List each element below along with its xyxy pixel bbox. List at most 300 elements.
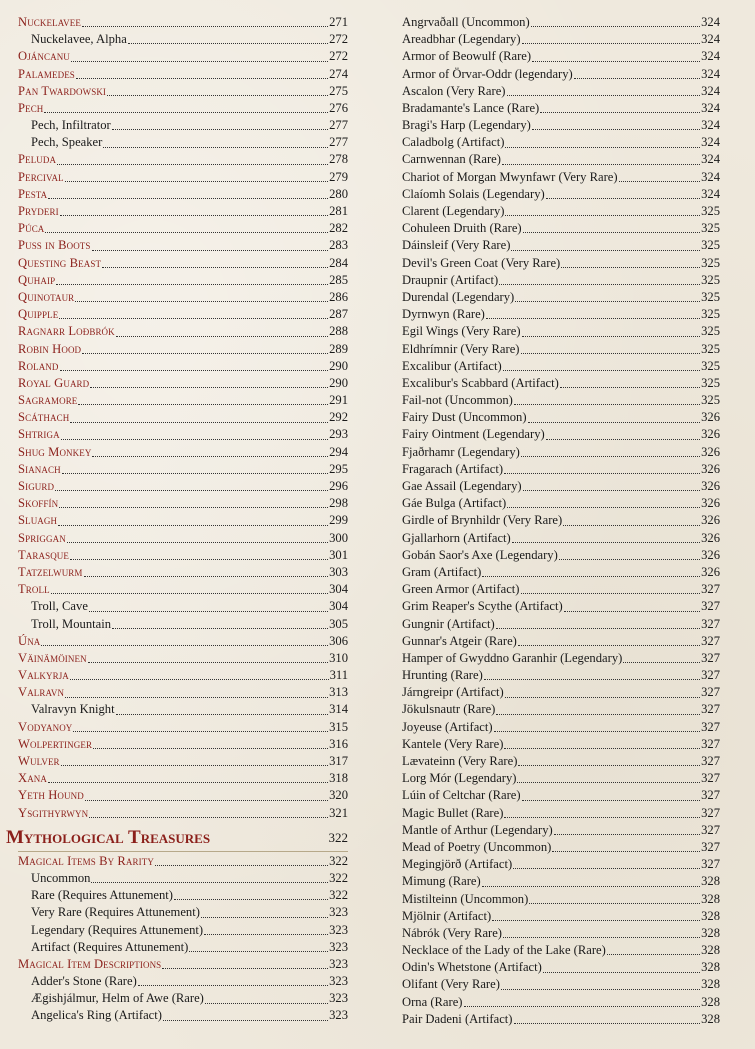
dot-leader [163, 1020, 328, 1021]
toc-entry[interactable] [402, 152, 720, 169]
toc-entry[interactable] [402, 530, 720, 547]
toc-section-entry[interactable] [18, 272, 348, 289]
toc-entry[interactable] [402, 14, 720, 31]
toc-entry[interactable] [402, 117, 720, 134]
toc-section-entry[interactable] [18, 186, 348, 203]
toc-section-entry[interactable] [18, 512, 348, 529]
toc-page-number: 324 [701, 32, 720, 47]
dot-leader [482, 886, 700, 887]
toc-entry-label: Shtriga [18, 427, 60, 442]
toc-entry[interactable] [402, 255, 720, 272]
toc-page-number: 327 [701, 839, 720, 854]
toc-entry-label: Uncommon [31, 870, 91, 885]
dot-leader [504, 473, 700, 474]
toc-page-number: 325 [701, 358, 720, 373]
toc-entry-label: Pech, Infiltrator [31, 118, 111, 133]
toc-entry-label: Olifant (Very Rare) [402, 977, 500, 992]
toc-page-number: 328 [701, 908, 720, 923]
dot-leader [205, 1003, 328, 1004]
dot-leader [546, 198, 700, 199]
toc-page-number: 324 [701, 100, 720, 115]
toc-page-number: 326 [701, 530, 720, 545]
toc-entry[interactable] [402, 994, 720, 1011]
toc-entry[interactable] [402, 839, 720, 856]
toc-page-number: 294 [329, 444, 348, 459]
toc-entry-label: Valravyn Knight [31, 702, 115, 717]
toc-entry[interactable] [402, 616, 720, 633]
dot-leader [529, 903, 700, 904]
toc-entry-label: Troll, Cave [31, 599, 88, 614]
toc-entry-label: Mead of Poetry (Uncommon) [402, 839, 552, 854]
toc-section-entry[interactable] [18, 581, 348, 598]
dot-leader [546, 439, 700, 440]
toc-entry[interactable] [18, 117, 348, 134]
dot-leader [552, 851, 700, 852]
toc-page-number: 326 [701, 461, 720, 476]
toc-section-entry[interactable] [18, 427, 348, 444]
dot-leader [59, 318, 328, 319]
dot-leader [62, 473, 328, 474]
toc-entry[interactable] [18, 134, 348, 151]
toc-entry[interactable] [402, 66, 720, 83]
toc-section-entry[interactable] [18, 237, 348, 254]
toc-entry[interactable] [402, 306, 720, 323]
toc-entry[interactable] [402, 719, 720, 736]
toc-entry-label: Eldhrímnir (Very Rare) [402, 341, 520, 356]
dot-leader [89, 611, 328, 612]
toc-page-number: 325 [701, 307, 720, 322]
toc-section-entry[interactable] [18, 444, 348, 461]
toc-entry[interactable] [402, 169, 720, 186]
toc-page-number: 324 [701, 66, 720, 81]
toc-entry[interactable] [402, 186, 720, 203]
dot-leader [507, 507, 700, 508]
toc-entry[interactable] [402, 358, 720, 375]
toc-page-number: 327 [701, 771, 720, 786]
toc-section-entry[interactable] [18, 478, 348, 495]
dot-leader [563, 525, 700, 526]
toc-entry-label: Necklace of the Lady of the Lake (Rare) [402, 943, 606, 958]
toc-entry-label: Xana [18, 771, 47, 786]
toc-page-number: 327 [701, 616, 720, 631]
toc-section-entry[interactable] [18, 306, 348, 323]
toc-page-number: 279 [329, 169, 348, 184]
dot-leader [496, 714, 700, 715]
toc-entry[interactable] [402, 323, 720, 340]
dot-leader [44, 112, 328, 113]
toc-entry-label: Palamedes [18, 66, 75, 81]
toc-section-entry[interactable] [18, 547, 348, 564]
toc-entry[interactable] [402, 134, 720, 151]
toc-entry[interactable] [402, 959, 720, 976]
toc-page-number: 325 [701, 255, 720, 270]
toc-section-entry[interactable] [18, 14, 348, 31]
toc-section-entry[interactable] [18, 341, 348, 358]
dot-leader [560, 387, 700, 388]
toc-entry-label: Sagramore [18, 393, 78, 408]
toc-page-number: 327 [701, 822, 720, 837]
toc-entry[interactable] [402, 684, 720, 701]
toc-section-entry[interactable] [18, 495, 348, 512]
toc-page-number: 325 [701, 238, 720, 253]
toc-entry-label: Púca [18, 221, 45, 236]
toc-entry[interactable] [18, 702, 348, 719]
toc-page-number: 299 [329, 513, 348, 528]
toc-entry[interactable] [402, 908, 720, 925]
dot-leader [564, 611, 700, 612]
toc-page-number: 328 [701, 943, 720, 958]
toc-entry[interactable] [402, 375, 720, 392]
toc-entry[interactable] [402, 427, 720, 444]
toc-page-number: 323 [329, 939, 348, 954]
toc-section-entry[interactable] [18, 152, 348, 169]
dot-leader [78, 404, 328, 405]
toc-entry-label: Dyrnwyn (Rare) [402, 307, 485, 322]
toc-page-number: 323 [329, 905, 348, 920]
toc-entry-label: Nuckelavee [18, 14, 81, 29]
toc-entry-label: Scáthach [18, 410, 70, 425]
toc-section-entry[interactable] [18, 719, 348, 736]
toc-entry-label: Shug Monkey [18, 444, 92, 459]
toc-entry[interactable] [402, 891, 720, 908]
toc-entry[interactable] [402, 667, 720, 684]
toc-page-number: 304 [329, 599, 348, 614]
dot-leader [496, 628, 700, 629]
toc-page-number: 317 [329, 754, 348, 769]
toc-entry-label: Járngreipr (Artifact) [402, 685, 504, 700]
toc-page-number: 288 [329, 324, 348, 339]
toc-entry[interactable] [402, 341, 720, 358]
toc-page-number: 327 [701, 599, 720, 614]
dot-leader [67, 542, 328, 543]
toc-entry-label: Very Rare (Requires Attunement) [31, 905, 200, 920]
toc-entry-label: Gae Assail (Legendary) [402, 479, 522, 494]
toc-entry[interactable] [402, 409, 720, 426]
toc-entry-label: Legendary (Requires Attunement) [31, 922, 204, 937]
toc-section-entry[interactable] [18, 530, 348, 547]
dot-leader [60, 215, 328, 216]
dot-leader [65, 181, 328, 182]
dot-leader [155, 865, 328, 866]
dot-leader [92, 250, 329, 251]
toc-entry[interactable] [18, 904, 348, 921]
toc-entry[interactable] [18, 973, 348, 990]
toc-entry[interactable] [18, 870, 348, 887]
toc-entry[interactable] [402, 512, 720, 529]
toc-entry[interactable] [402, 633, 720, 650]
toc-entry[interactable] [402, 822, 720, 839]
toc-page-number: 286 [329, 289, 348, 304]
toc-page-number: 282 [329, 221, 348, 236]
dot-leader [499, 284, 700, 285]
toc-entry[interactable] [18, 1008, 348, 1025]
toc-entry-label: Bragi's Harp (Legendary) [402, 118, 531, 133]
toc-section-entry[interactable] [18, 753, 348, 770]
toc-entry-label: Úna [18, 633, 41, 648]
toc-entry[interactable] [402, 237, 720, 254]
toc-entry-label: Quhaip [18, 272, 56, 287]
toc-entry-label: Caladbolg (Artifact) [402, 135, 505, 150]
dot-leader [82, 353, 328, 354]
toc-page-number: 301 [329, 547, 348, 562]
dot-leader [84, 576, 329, 577]
dot-leader [45, 232, 328, 233]
toc-chapter-heading[interactable] [6, 825, 348, 852]
dot-leader [162, 968, 328, 969]
toc-section-entry[interactable] [18, 461, 348, 478]
toc-section-entry[interactable] [18, 853, 348, 870]
toc-section-entry[interactable] [18, 375, 348, 392]
dot-leader [554, 834, 700, 835]
toc-page-number: 289 [329, 341, 348, 356]
dot-leader [61, 765, 328, 766]
toc-section-entry[interactable] [18, 220, 348, 237]
toc-entry[interactable] [18, 616, 348, 633]
toc-page-number: 327 [701, 857, 720, 872]
toc-entry-label: Questing Beast [18, 255, 102, 270]
dot-leader [523, 232, 701, 233]
toc-section-entry[interactable] [18, 805, 348, 822]
toc-entry-label: Fairy Dust (Uncommon) [402, 410, 527, 425]
toc-entry-label: Pryderi [18, 204, 59, 219]
toc-section-entry[interactable] [18, 956, 348, 973]
toc-entry[interactable] [402, 31, 720, 48]
toc-page-number: 327 [701, 736, 720, 751]
toc-entry-label: Magical Item Descriptions [18, 956, 162, 971]
dot-leader [57, 164, 328, 165]
toc-page-number: 328 [701, 960, 720, 975]
dot-leader [484, 679, 700, 680]
dot-leader [513, 868, 700, 869]
dot-leader [73, 731, 328, 732]
toc-page-number: 327 [701, 754, 720, 769]
toc-page-number: 327 [701, 582, 720, 597]
toc-page-number: 276 [329, 100, 348, 115]
toc-entry[interactable] [18, 598, 348, 615]
dot-leader [504, 817, 700, 818]
dot-leader [518, 765, 700, 766]
dot-leader [59, 507, 328, 508]
toc-entry-label: Sianach [18, 461, 61, 476]
toc-section-entry[interactable] [18, 409, 348, 426]
toc-entry-label: Fail-not (Uncommon) [402, 393, 513, 408]
toc-section-entry[interactable] [18, 564, 348, 581]
toc-section-entry[interactable] [18, 392, 348, 409]
toc-entry[interactable] [402, 770, 720, 787]
toc-entry[interactable] [402, 650, 720, 667]
dot-leader [82, 26, 328, 27]
toc-entry[interactable] [402, 581, 720, 598]
dot-leader [505, 215, 700, 216]
toc-entry[interactable] [402, 220, 720, 237]
toc-section-entry[interactable] [18, 358, 348, 375]
toc-entry[interactable] [402, 942, 720, 959]
toc-entry[interactable] [402, 702, 720, 719]
toc-page-number: 322 [328, 829, 348, 845]
toc-entry[interactable] [402, 461, 720, 478]
toc-entry[interactable] [402, 1011, 720, 1028]
dot-leader [561, 267, 700, 268]
toc-entry-label: Megingjörð (Artifact) [402, 857, 513, 872]
toc-section-entry[interactable] [18, 48, 348, 65]
toc-page-number: 327 [701, 668, 720, 683]
toc-entry[interactable] [18, 939, 348, 956]
toc-entry[interactable] [18, 887, 348, 904]
toc-entry[interactable] [402, 873, 720, 890]
dot-leader [528, 422, 701, 423]
toc-page-number: 325 [701, 324, 720, 339]
dot-leader [511, 250, 700, 251]
toc-page-number: 328 [701, 994, 720, 1009]
dot-leader [107, 95, 328, 96]
toc-entry[interactable] [402, 444, 720, 461]
toc-section-entry[interactable] [18, 650, 348, 667]
dot-leader [189, 951, 328, 952]
toc-page-number: 271 [329, 14, 348, 29]
toc-entry[interactable] [402, 564, 720, 581]
toc-page-number: 274 [329, 66, 348, 81]
toc-page-number: 320 [329, 788, 348, 803]
toc-entry-label: Hamper of Gwyddno Garanhir (Legendary) [402, 650, 623, 665]
toc-entry-label: Mjölnir (Artifact) [402, 908, 492, 923]
toc-entry-label: Ojáncanu [18, 49, 70, 64]
dot-leader [56, 284, 328, 285]
toc-entry-label: Artifact (Requires Attunement) [31, 939, 189, 954]
toc-section-entry[interactable] [18, 323, 348, 340]
dot-leader [532, 129, 700, 130]
toc-page-number: 326 [701, 513, 720, 528]
toc-entry[interactable] [402, 478, 720, 495]
toc-section-entry[interactable] [18, 66, 348, 83]
toc-page-number: 283 [329, 238, 348, 253]
dot-leader [201, 917, 328, 918]
toc-entry-label: Gobán Saor's Axe (Legendary) [402, 547, 558, 562]
toc-entry-label: Joyeuse (Artifact) [402, 719, 493, 734]
toc-page-number: 322 [329, 853, 348, 868]
toc-entry[interactable] [402, 736, 720, 753]
toc-page-number: 326 [701, 547, 720, 562]
toc-page-number: 303 [329, 564, 348, 579]
dot-leader [204, 934, 328, 935]
toc-entry-label: Mistilteinn (Uncommon) [402, 891, 529, 906]
toc-entry-label: Spriggan [18, 530, 66, 545]
toc-entry[interactable] [402, 100, 720, 117]
dot-leader [60, 370, 329, 371]
dot-leader [116, 336, 328, 337]
toc-entry-label: Fragarach (Artifact) [402, 461, 504, 476]
toc-section-entry[interactable] [18, 667, 348, 684]
toc-page-number: 327 [701, 685, 720, 700]
toc-entry-label: Mimung (Rare) [402, 874, 481, 889]
dot-leader [514, 1023, 701, 1024]
toc-page-number: 295 [329, 461, 348, 476]
toc-page-number: 326 [701, 479, 720, 494]
dot-leader [70, 422, 328, 423]
toc-entry-label: Angelica's Ring (Artifact) [31, 1008, 162, 1023]
dot-leader [522, 800, 701, 801]
toc-entry[interactable] [402, 805, 720, 822]
toc-page-number: 328 [701, 1011, 720, 1026]
toc-page-number: 325 [701, 341, 720, 356]
dot-leader [532, 61, 700, 62]
toc-section-entry[interactable] [18, 169, 348, 186]
dot-leader [48, 198, 328, 199]
toc-entry[interactable] [402, 392, 720, 409]
toc-entry-label: Gungnir (Artifact) [402, 616, 495, 631]
toc-section-entry[interactable] [18, 100, 348, 117]
toc-page-number: 285 [329, 272, 348, 287]
toc-section-entry[interactable] [18, 289, 348, 306]
dot-leader [494, 731, 701, 732]
dot-leader [507, 95, 701, 96]
toc-entry[interactable] [402, 203, 720, 220]
toc-entry-label: Lorg Mór (Legendary) [402, 771, 517, 786]
toc-entry-label: Areadbhar (Legendary) [402, 32, 521, 47]
toc-entry[interactable] [18, 31, 348, 48]
toc-page-number: 327 [701, 702, 720, 717]
toc-entry[interactable] [18, 990, 348, 1007]
toc-section-entry[interactable] [18, 736, 348, 753]
toc-entry[interactable] [402, 495, 720, 512]
dot-leader [543, 972, 700, 973]
toc-page-number: 327 [701, 633, 720, 648]
toc-section-entry[interactable] [18, 255, 348, 272]
toc-page-number: 324 [701, 169, 720, 184]
toc-entry[interactable] [402, 856, 720, 873]
toc-entry[interactable] [402, 83, 720, 100]
toc-page-number: 326 [701, 564, 720, 579]
toc-section-entry[interactable] [18, 787, 348, 804]
dot-leader [89, 817, 328, 818]
toc-page-number: 326 [701, 427, 720, 442]
toc-entry[interactable] [402, 547, 720, 564]
dot-leader [61, 439, 328, 440]
toc-entry[interactable] [402, 753, 720, 770]
toc-section-entry[interactable] [18, 203, 348, 220]
toc-entry[interactable] [402, 977, 720, 994]
toc-page-number: 325 [701, 289, 720, 304]
toc-entry[interactable] [402, 48, 720, 65]
toc-entry[interactable] [18, 922, 348, 939]
dot-leader [505, 697, 700, 698]
toc-entry[interactable] [402, 598, 720, 615]
toc-entry-label: Pair Dadeni (Artifact) [402, 1011, 513, 1026]
toc-page-number: 325 [701, 204, 720, 219]
toc-section-entry[interactable] [18, 770, 348, 787]
toc-page-number: 328 [701, 925, 720, 940]
toc-section-entry[interactable] [18, 83, 348, 100]
dot-leader [503, 370, 700, 371]
toc-entry[interactable] [402, 289, 720, 306]
dot-leader [55, 490, 328, 491]
dot-leader [75, 301, 328, 302]
toc-entry-label: Ysgithyrwyn [18, 805, 89, 820]
toc-entry[interactable] [402, 272, 720, 289]
toc-entry-label: Percival [18, 169, 64, 184]
toc-entry[interactable] [402, 925, 720, 942]
toc-section-entry[interactable] [18, 684, 348, 701]
toc-page-number: 324 [701, 152, 720, 167]
toc-entry-label: Quinotaur [18, 289, 75, 304]
toc-page-number: 281 [329, 204, 348, 219]
toc-page-number: 311 [329, 668, 348, 683]
toc-entry-label: Sluagh [18, 513, 58, 528]
toc-entry-label: Ragnarr Loðbrók [18, 324, 115, 339]
toc-section-entry[interactable] [18, 633, 348, 650]
toc-entry[interactable] [402, 787, 720, 804]
toc-page-number: 305 [329, 616, 348, 631]
dot-leader [70, 679, 329, 680]
